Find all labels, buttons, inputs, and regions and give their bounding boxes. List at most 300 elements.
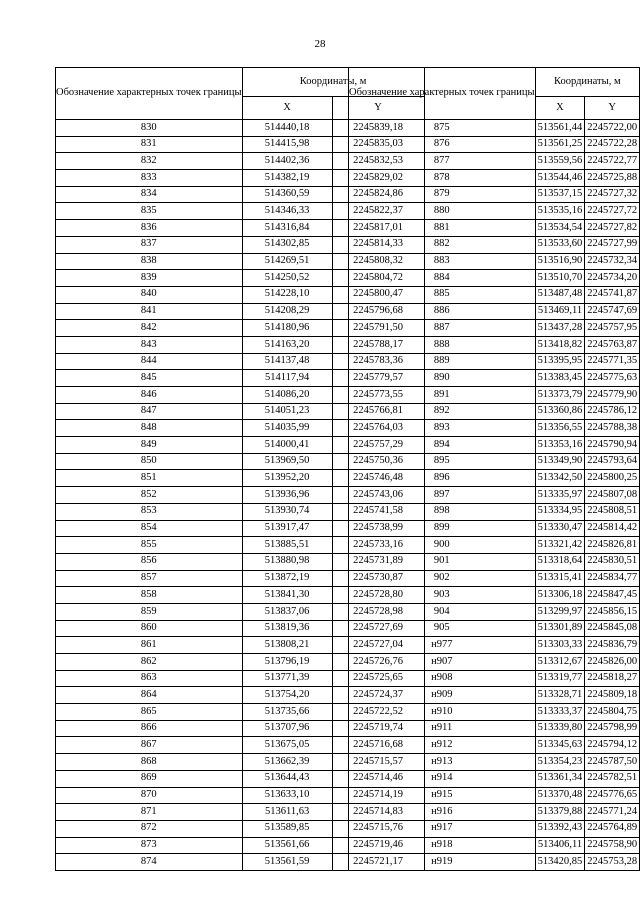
x-coordinate-cell: 513392,43 (535, 820, 585, 837)
point-designation-cell: 843 (56, 336, 243, 353)
point-designation-cell: 870 (56, 787, 243, 804)
y-coordinate-cell: 2245753,28 (585, 854, 640, 871)
x-coordinate-cell: 513328,71 (535, 687, 585, 704)
point-designation-cell: 886 (349, 303, 536, 320)
x-coordinate-cell: 513395,95 (535, 353, 585, 370)
point-designation-cell: н919 (349, 854, 536, 871)
x-coordinate-cell: 513306,18 (535, 587, 585, 604)
table-row (349, 704, 640, 721)
x-coordinate-cell: 513561,25 (535, 136, 585, 153)
y-coordinate-cell: 2245732,34 (585, 253, 640, 270)
y-coordinate-cell: 2245730,87 (332, 570, 424, 587)
x-coordinate-cell: 514316,84 (242, 220, 332, 237)
y-coordinate-cell: 2245716,68 (332, 737, 424, 754)
table-row (349, 353, 640, 370)
y-coordinate-cell: 2245814,42 (585, 520, 640, 537)
y-coordinate-cell: 2245788,17 (332, 336, 424, 353)
y-coordinate-cell: 2245783,36 (332, 353, 424, 370)
x-coordinate-cell: 513561,44 (535, 120, 585, 137)
table-row (349, 587, 640, 604)
y-coordinate-cell: 2245743,06 (332, 487, 424, 504)
y-coordinate-cell: 2245714,19 (332, 787, 424, 804)
point-designation-cell: 876 (349, 136, 536, 153)
x-coordinate-cell: 513796,19 (242, 654, 332, 671)
y-coordinate-cell: 2245829,02 (332, 170, 424, 187)
y-coordinate-cell: 2245800,47 (332, 286, 424, 303)
point-designation-cell: 864 (56, 687, 243, 704)
y-coordinate-cell: 2245725,88 (585, 170, 640, 187)
x-coordinate-cell: 513334,95 (535, 503, 585, 520)
point-designation-cell: н910 (349, 704, 536, 721)
x-coordinate-cell: 513917,47 (242, 520, 332, 537)
x-coordinate-cell: 513339,80 (535, 720, 585, 737)
x-coordinate-cell: 513353,16 (535, 437, 585, 454)
point-designation-cell: 863 (56, 670, 243, 687)
point-designation-cell: 856 (56, 553, 243, 570)
x-coordinate-cell: 513315,41 (535, 570, 585, 587)
point-designation-cell: 869 (56, 770, 243, 787)
x-coordinate-cell: 513354,23 (535, 754, 585, 771)
table-row (349, 420, 640, 437)
y-coordinate-cell: 2245714,83 (332, 804, 424, 821)
y-coordinate-cell: 2245779,57 (332, 370, 424, 387)
x-coordinate-cell: 513675,05 (242, 737, 332, 754)
x-coordinate-cell: 514228,10 (242, 286, 332, 303)
x-coordinate-cell: 513516,90 (535, 253, 585, 270)
table-row (349, 754, 640, 771)
point-designation-cell: 853 (56, 503, 243, 520)
point-designation-cell: 891 (349, 387, 536, 404)
x-coordinate-cell: 513559,56 (535, 153, 585, 170)
point-designation-cell: 890 (349, 370, 536, 387)
header-designation: Обозначение характерных точек границы (56, 68, 243, 120)
x-coordinate-cell: 513561,59 (242, 854, 332, 871)
y-coordinate-cell: 2245830,51 (585, 553, 640, 570)
point-designation-cell: 846 (56, 387, 243, 404)
y-coordinate-cell: 2245727,32 (585, 186, 640, 203)
y-coordinate-cell: 2245750,36 (332, 453, 424, 470)
point-designation-cell: н907 (349, 654, 536, 671)
point-designation-cell: 854 (56, 520, 243, 537)
y-coordinate-cell: 2245764,03 (332, 420, 424, 437)
y-coordinate-cell: 2245826,00 (585, 654, 640, 671)
point-designation-cell: 892 (349, 403, 536, 420)
x-coordinate-cell: 513383,45 (535, 370, 585, 387)
x-coordinate-cell: 513360,86 (535, 403, 585, 420)
point-designation-cell: 898 (349, 503, 536, 520)
y-coordinate-cell: 2245796,68 (332, 303, 424, 320)
x-coordinate-cell: 514382,19 (242, 170, 332, 187)
y-coordinate-cell: 2245808,51 (585, 503, 640, 520)
coordinates-table-right (348, 67, 640, 871)
table-row (349, 820, 640, 837)
y-coordinate-cell: 2245773,55 (332, 387, 424, 404)
point-designation-cell: 896 (349, 470, 536, 487)
point-designation-cell: н917 (349, 820, 536, 837)
point-designation-cell: 887 (349, 320, 536, 337)
table-row (349, 437, 640, 454)
y-coordinate-cell: 2245800,25 (585, 470, 640, 487)
x-coordinate-cell: 513754,20 (242, 687, 332, 704)
x-coordinate-cell: 513330,47 (535, 520, 585, 537)
point-designation-cell: 841 (56, 303, 243, 320)
point-designation-cell: 878 (349, 170, 536, 187)
table-row (349, 303, 640, 320)
x-coordinate-cell: 513837,06 (242, 603, 332, 620)
x-coordinate-cell: 513880,98 (242, 553, 332, 570)
point-designation-cell: 859 (56, 603, 243, 620)
point-designation-cell: 866 (56, 720, 243, 737)
x-coordinate-cell: 513318,64 (535, 553, 585, 570)
point-designation-cell: 844 (56, 353, 243, 370)
y-coordinate-cell: 2245845,08 (585, 620, 640, 637)
table-row (349, 720, 640, 737)
x-coordinate-cell: 513406,11 (535, 837, 585, 854)
x-coordinate-cell: 513437,28 (535, 320, 585, 337)
header-coordinates: Координаты, м (242, 68, 424, 97)
table-row (349, 220, 640, 237)
x-coordinate-cell: 513299,97 (535, 603, 585, 620)
x-coordinate-cell: 514208,29 (242, 303, 332, 320)
x-coordinate-cell: 513345,63 (535, 737, 585, 754)
table-row (349, 170, 640, 187)
point-designation-cell: 903 (349, 587, 536, 604)
y-coordinate-cell: 2245722,77 (585, 153, 640, 170)
x-coordinate-cell: 513301,89 (535, 620, 585, 637)
y-coordinate-cell: 2245856,15 (585, 603, 640, 620)
point-designation-cell: н977 (349, 637, 536, 654)
y-coordinate-cell: 2245727,99 (585, 236, 640, 253)
x-coordinate-cell: 513319,77 (535, 670, 585, 687)
y-coordinate-cell: 2245734,20 (585, 270, 640, 287)
point-designation-cell: 845 (56, 370, 243, 387)
y-coordinate-cell: 2245847,45 (585, 587, 640, 604)
y-coordinate-cell: 2245798,99 (585, 720, 640, 737)
y-coordinate-cell: 2245794,12 (585, 737, 640, 754)
point-designation-cell: н915 (349, 787, 536, 804)
x-coordinate-cell: 514440,18 (242, 120, 332, 137)
point-designation-cell: 850 (56, 453, 243, 470)
point-designation-cell: 882 (349, 236, 536, 253)
point-designation-cell: 879 (349, 186, 536, 203)
point-designation-cell: 883 (349, 253, 536, 270)
x-coordinate-cell: 513544,46 (535, 170, 585, 187)
y-coordinate-cell: 2245836,79 (585, 637, 640, 654)
table-row (349, 770, 640, 787)
table-row (349, 370, 640, 387)
y-coordinate-cell: 2245771,35 (585, 353, 640, 370)
y-coordinate-cell: 2245757,95 (585, 320, 640, 337)
x-coordinate-cell: 513969,50 (242, 453, 332, 470)
y-coordinate-cell: 2245839,18 (332, 120, 424, 137)
point-designation-cell: 875 (349, 120, 536, 137)
table-row (349, 120, 640, 137)
point-designation-cell: 894 (349, 437, 536, 454)
point-designation-cell: 847 (56, 403, 243, 420)
y-coordinate-cell: 2245757,29 (332, 437, 424, 454)
x-coordinate-cell: 513662,39 (242, 754, 332, 771)
y-coordinate-cell: 2245807,08 (585, 487, 640, 504)
y-coordinate-cell: 2245776,65 (585, 787, 640, 804)
x-coordinate-cell: 513707,96 (242, 720, 332, 737)
table-row (349, 470, 640, 487)
x-coordinate-cell: 513510,70 (535, 270, 585, 287)
x-coordinate-cell: 514086,20 (242, 387, 332, 404)
y-coordinate-cell: 2245834,77 (585, 570, 640, 587)
x-coordinate-cell: 513469,11 (535, 303, 585, 320)
point-designation-cell: 858 (56, 587, 243, 604)
table-row (349, 153, 640, 170)
point-designation-cell: 885 (349, 286, 536, 303)
point-designation-cell: 893 (349, 420, 536, 437)
y-coordinate-cell: 2245791,50 (332, 320, 424, 337)
point-designation-cell: 888 (349, 336, 536, 353)
point-designation-cell: н913 (349, 754, 536, 771)
y-coordinate-cell: 2245726,76 (332, 654, 424, 671)
point-designation-cell: 836 (56, 220, 243, 237)
point-designation-cell: 835 (56, 203, 243, 220)
x-coordinate-cell: 514163,20 (242, 336, 332, 353)
point-designation-cell: н918 (349, 837, 536, 854)
x-coordinate-cell: 513841,30 (242, 587, 332, 604)
point-designation-cell: н911 (349, 720, 536, 737)
header-designation: Обозначение характерных точек границы (349, 68, 536, 120)
point-designation-cell: н909 (349, 687, 536, 704)
header-x: X (242, 97, 332, 120)
y-coordinate-cell: 2245727,04 (332, 637, 424, 654)
x-coordinate-cell: 513644,43 (242, 770, 332, 787)
x-coordinate-cell: 514000,41 (242, 437, 332, 454)
y-coordinate-cell: 2245719,46 (332, 837, 424, 854)
point-designation-cell: 832 (56, 153, 243, 170)
y-coordinate-cell: 2245715,57 (332, 754, 424, 771)
point-designation-cell: 877 (349, 153, 536, 170)
header-y: Y (332, 97, 424, 120)
table-row (349, 286, 640, 303)
x-coordinate-cell: 513735,66 (242, 704, 332, 721)
y-coordinate-cell: 2245766,81 (332, 403, 424, 420)
y-coordinate-cell: 2245832,53 (332, 153, 424, 170)
x-coordinate-cell: 514051,23 (242, 403, 332, 420)
point-designation-cell: 884 (349, 270, 536, 287)
point-designation-cell: 837 (56, 236, 243, 253)
table-row (349, 487, 640, 504)
y-coordinate-cell: 2245809,18 (585, 687, 640, 704)
page-number: 28 (314, 38, 326, 50)
y-coordinate-cell: 2245741,87 (585, 286, 640, 303)
point-designation-cell: 861 (56, 637, 243, 654)
x-coordinate-cell: 514250,52 (242, 270, 332, 287)
y-coordinate-cell: 2245727,69 (332, 620, 424, 637)
y-coordinate-cell: 2245786,12 (585, 403, 640, 420)
table-row (349, 403, 640, 420)
point-designation-cell: 901 (349, 553, 536, 570)
table-row (349, 654, 640, 671)
table-row (349, 737, 640, 754)
y-coordinate-cell: 2245775,63 (585, 370, 640, 387)
point-designation-cell: 868 (56, 754, 243, 771)
y-coordinate-cell: 2245722,28 (585, 136, 640, 153)
point-designation-cell: н908 (349, 670, 536, 687)
y-coordinate-cell: 2245725,65 (332, 670, 424, 687)
y-coordinate-cell: 2245738,99 (332, 520, 424, 537)
table-row (349, 203, 640, 220)
point-designation-cell: 904 (349, 603, 536, 620)
point-designation-cell: н916 (349, 804, 536, 821)
table-row (349, 687, 640, 704)
y-coordinate-cell: 2245733,16 (332, 537, 424, 554)
x-coordinate-cell: 514269,51 (242, 253, 332, 270)
x-coordinate-cell: 513361,34 (535, 770, 585, 787)
x-coordinate-cell: 514035,99 (242, 420, 332, 437)
table-row (349, 387, 640, 404)
point-designation-cell: 895 (349, 453, 536, 470)
table-row (349, 854, 640, 871)
point-designation-cell: 838 (56, 253, 243, 270)
y-coordinate-cell: 2245793,64 (585, 453, 640, 470)
point-designation-cell: 874 (56, 854, 243, 871)
y-coordinate-cell: 2245746,48 (332, 470, 424, 487)
point-designation-cell: 900 (349, 537, 536, 554)
point-designation-cell: 905 (349, 620, 536, 637)
x-coordinate-cell: 513379,88 (535, 804, 585, 821)
x-coordinate-cell: 513561,66 (242, 837, 332, 854)
table-row (349, 520, 640, 537)
y-coordinate-cell: 2245728,98 (332, 603, 424, 620)
point-designation-cell: 871 (56, 804, 243, 821)
point-designation-cell: 880 (349, 203, 536, 220)
point-designation-cell: 889 (349, 353, 536, 370)
y-coordinate-cell: 2245728,80 (332, 587, 424, 604)
x-coordinate-cell: 513373,79 (535, 387, 585, 404)
x-coordinate-cell: 514117,94 (242, 370, 332, 387)
table-row (349, 186, 640, 203)
y-coordinate-cell: 2245788,38 (585, 420, 640, 437)
table-row (349, 804, 640, 821)
table-row (349, 253, 640, 270)
y-coordinate-cell: 2245741,58 (332, 503, 424, 520)
point-designation-cell: 831 (56, 136, 243, 153)
header-y: Y (585, 97, 640, 120)
point-designation-cell: 830 (56, 120, 243, 137)
x-coordinate-cell: 513930,74 (242, 503, 332, 520)
point-designation-cell: 833 (56, 170, 243, 187)
x-coordinate-cell: 513771,39 (242, 670, 332, 687)
point-designation-cell: 899 (349, 520, 536, 537)
y-coordinate-cell: 2245835,03 (332, 136, 424, 153)
x-coordinate-cell: 513535,16 (535, 203, 585, 220)
x-coordinate-cell: 513303,33 (535, 637, 585, 654)
y-coordinate-cell: 2245817,01 (332, 220, 424, 237)
x-coordinate-cell: 513321,42 (535, 537, 585, 554)
table-row (349, 787, 640, 804)
point-designation-cell: 855 (56, 537, 243, 554)
x-coordinate-cell: 513589,85 (242, 820, 332, 837)
point-designation-cell: 840 (56, 286, 243, 303)
table-row (349, 537, 640, 554)
y-coordinate-cell: 2245758,90 (585, 837, 640, 854)
y-coordinate-cell: 2245826,81 (585, 537, 640, 554)
x-coordinate-cell: 513633,10 (242, 787, 332, 804)
x-coordinate-cell: 513342,50 (535, 470, 585, 487)
point-designation-cell: 865 (56, 704, 243, 721)
x-coordinate-cell: 513537,15 (535, 186, 585, 203)
x-coordinate-cell: 514415,98 (242, 136, 332, 153)
point-designation-cell: н914 (349, 770, 536, 787)
y-coordinate-cell: 2245722,52 (332, 704, 424, 721)
table-row (349, 620, 640, 637)
point-designation-cell: 902 (349, 570, 536, 587)
x-coordinate-cell: 514402,36 (242, 153, 332, 170)
header-coordinates: Координаты, м (535, 68, 639, 97)
x-coordinate-cell: 514346,33 (242, 203, 332, 220)
point-designation-cell: н912 (349, 737, 536, 754)
table-row (349, 270, 640, 287)
point-designation-cell: 851 (56, 470, 243, 487)
y-coordinate-cell: 2245808,32 (332, 253, 424, 270)
y-coordinate-cell: 2245727,72 (585, 203, 640, 220)
x-coordinate-cell: 513885,51 (242, 537, 332, 554)
table-row (349, 603, 640, 620)
y-coordinate-cell: 2245771,24 (585, 804, 640, 821)
table-row (349, 136, 640, 153)
point-designation-cell: 834 (56, 186, 243, 203)
y-coordinate-cell: 2245724,37 (332, 687, 424, 704)
point-designation-cell: 852 (56, 487, 243, 504)
y-coordinate-cell: 2245747,69 (585, 303, 640, 320)
x-coordinate-cell: 513533,60 (535, 236, 585, 253)
table-row (349, 570, 640, 587)
y-coordinate-cell: 2245804,72 (332, 270, 424, 287)
y-coordinate-cell: 2245727,82 (585, 220, 640, 237)
point-designation-cell: 873 (56, 837, 243, 854)
x-coordinate-cell: 513335,97 (535, 487, 585, 504)
x-coordinate-cell: 513952,20 (242, 470, 332, 487)
y-coordinate-cell: 2245790,94 (585, 437, 640, 454)
point-designation-cell: 848 (56, 420, 243, 437)
x-coordinate-cell: 513370,48 (535, 787, 585, 804)
y-coordinate-cell: 2245764,89 (585, 820, 640, 837)
y-coordinate-cell: 2245818,27 (585, 670, 640, 687)
x-coordinate-cell: 513420,85 (535, 854, 585, 871)
x-coordinate-cell: 514302,85 (242, 236, 332, 253)
point-designation-cell: 849 (56, 437, 243, 454)
x-coordinate-cell: 513487,48 (535, 286, 585, 303)
point-designation-cell: 842 (56, 320, 243, 337)
x-coordinate-cell: 514180,96 (242, 320, 332, 337)
point-designation-cell: 860 (56, 620, 243, 637)
point-designation-cell: 897 (349, 487, 536, 504)
y-coordinate-cell: 2245824,86 (332, 186, 424, 203)
table-row (349, 553, 640, 570)
y-coordinate-cell: 2245721,17 (332, 854, 424, 871)
y-coordinate-cell: 2245714,46 (332, 770, 424, 787)
x-coordinate-cell: 514360,59 (242, 186, 332, 203)
x-coordinate-cell: 513936,96 (242, 487, 332, 504)
point-designation-cell: 872 (56, 820, 243, 837)
y-coordinate-cell: 2245822,37 (332, 203, 424, 220)
table-row (349, 637, 640, 654)
y-coordinate-cell: 2245719,74 (332, 720, 424, 737)
table-row (349, 503, 640, 520)
y-coordinate-cell: 2245814,33 (332, 236, 424, 253)
x-coordinate-cell: 513808,21 (242, 637, 332, 654)
header-x: X (535, 97, 585, 120)
table-row (349, 837, 640, 854)
y-coordinate-cell: 2245722,00 (585, 120, 640, 137)
table-row (349, 670, 640, 687)
y-coordinate-cell: 2245763,87 (585, 336, 640, 353)
